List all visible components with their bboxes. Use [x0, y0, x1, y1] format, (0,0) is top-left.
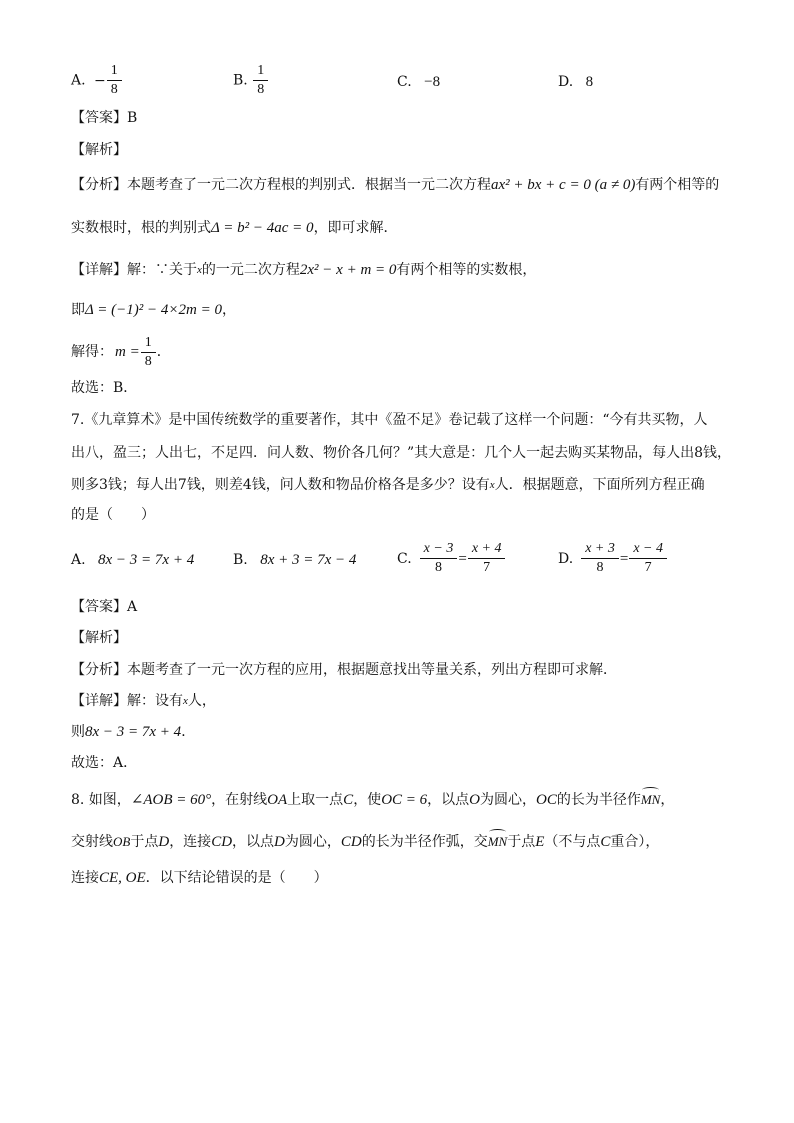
q6-step1	[71, 300, 236, 320]
text: 解得：	[71, 344, 113, 360]
segment-label: OC	[536, 792, 557, 808]
text: 8. 如图，	[71, 792, 131, 808]
ray-label: OA	[267, 792, 288, 808]
option-label: A.	[71, 72, 86, 89]
q8-line3	[71, 868, 328, 888]
q7-answer: 【答案】A	[71, 599, 138, 615]
text: 为圆心，	[284, 834, 341, 850]
option-label: C.	[397, 550, 412, 567]
numerator: x − 4	[633, 541, 663, 556]
text: 的长为半径作	[556, 792, 641, 808]
denominator: 8	[141, 352, 156, 371]
text: 连接	[71, 870, 99, 886]
q6-fenxi-line2	[71, 218, 398, 238]
fraction	[470, 540, 504, 577]
q6-option-c	[397, 72, 440, 92]
text: 则多3钱；每人出7钱，则差4钱，问人数和物品价格各是多少？设有	[71, 477, 490, 493]
fraction	[255, 62, 266, 99]
text: 为圆心，	[480, 792, 536, 808]
text: ，使	[353, 792, 382, 808]
q7-option-d: D. $\frac{x + 3}{8}$ = $\frac{x - 4}{7}$	[558, 540, 668, 577]
text: 人，	[187, 693, 216, 709]
text: 上取一点	[287, 792, 344, 808]
variable: x	[197, 264, 202, 276]
text: ，在射线	[211, 792, 268, 808]
option-label: D.	[558, 74, 574, 90]
q7-line4: 的是（ ）	[71, 507, 155, 523]
variable: x	[183, 695, 188, 707]
equation: 2x² − x + m = 0	[299, 262, 397, 278]
angle-expression: ∠AOB = 60°	[130, 792, 212, 808]
text: 的一元二次方程	[201, 262, 300, 278]
q6-xiangjie-line	[71, 260, 536, 280]
equation: m =	[115, 344, 140, 360]
fraction	[109, 62, 120, 99]
text: ，以点	[232, 834, 275, 850]
q6-step2	[71, 332, 171, 372]
fraction	[143, 334, 154, 371]
text: 实数根时，根的判别式	[71, 220, 211, 236]
option-label: D.	[558, 550, 574, 567]
text: 即	[71, 302, 85, 318]
text: （不与点	[544, 834, 601, 850]
text: ，以点	[427, 792, 470, 808]
point-label: D	[158, 834, 170, 850]
segment-label: CD	[340, 834, 362, 850]
q7-step	[71, 722, 195, 742]
section-tag: 【分析】	[71, 177, 127, 193]
numerator: 1	[257, 63, 265, 78]
denominator: 7	[468, 558, 506, 577]
q7-analysis-title: 【解析】	[71, 630, 127, 646]
denominator: 8	[420, 558, 458, 577]
option-label: B.	[233, 552, 248, 568]
section-tag: 【详解】	[71, 693, 127, 709]
option-label: C.	[397, 74, 412, 90]
denominator: 8	[107, 80, 122, 99]
point-label: O	[469, 792, 480, 808]
option-label: A.	[71, 552, 86, 568]
denominator: 7	[629, 558, 667, 577]
section-tag: 【分析】	[71, 662, 127, 678]
ray-label: OB	[113, 834, 131, 849]
option-label: B.	[233, 72, 248, 89]
fraction	[583, 540, 617, 577]
arc-label: MN	[488, 832, 508, 852]
text: 则	[71, 724, 85, 740]
minus-sign: −	[94, 72, 106, 89]
q6-analysis-title: 【解析】	[71, 142, 127, 158]
q6-option-a	[71, 62, 123, 99]
q7-line3	[71, 475, 705, 495]
numerator: 1	[144, 334, 152, 350]
q7-line1: 7.《九章算术》是中国传统数学的重要著作，其中《盈不足》卷记载了这样一个问题：“今有共买物，人	[71, 412, 708, 428]
text: 于点	[130, 834, 159, 850]
segment-labels: CE, OE	[99, 870, 146, 886]
q7-line2: 出八，盈三；人出七，不足四．问人数、物价各几何？”其大意是：几个人一起去购买某物品，每人出8钱，	[71, 445, 732, 461]
q7-fenxi	[71, 660, 617, 680]
point-label: E	[535, 834, 545, 850]
denominator: 8	[581, 558, 619, 577]
text: ．	[181, 724, 196, 740]
text: ，	[660, 792, 675, 808]
text: 交射线	[71, 834, 113, 850]
text: ，	[221, 302, 236, 318]
equation: ax² + bx + c = 0 (a ≠ 0)	[491, 177, 636, 193]
fraction	[422, 540, 456, 577]
q6-conclusion: 故选：B．	[71, 380, 138, 396]
point-label: C	[343, 792, 354, 808]
text: 的长为半径作弧，交	[361, 834, 488, 850]
option-equation: 8x + 3 = 7x − 4	[260, 552, 357, 568]
q6-fenxi-line1	[71, 175, 719, 195]
q7-option-b	[233, 550, 356, 570]
text: 解：∵关于	[127, 262, 197, 278]
q7-option-c: C. $\frac{x - 3}{8}$ = $\frac{x + 4}{7}$	[397, 540, 506, 577]
variable: x	[489, 479, 495, 491]
q6-answer: 【答案】B	[71, 110, 138, 126]
denominator: 8	[253, 80, 268, 99]
text: 有两个相等的	[635, 177, 720, 193]
equation: Δ = b² − 4ac = 0	[211, 220, 314, 236]
equation: Δ = (−1)² − 4×2m = 0	[85, 302, 222, 318]
text: ，即可求解．	[313, 220, 398, 236]
point-label: C	[600, 834, 611, 850]
text: 重合），	[610, 834, 660, 850]
q6-option-d	[558, 72, 593, 92]
q7-xiangjie	[71, 691, 216, 711]
option-value: −8	[424, 74, 441, 90]
fraction	[631, 540, 665, 577]
text: 本题考查了一元二次方程根的判别式．根据当一元二次方程	[127, 177, 491, 193]
text: 人．根据题意，下面所列方程正确	[494, 477, 705, 493]
text: ．	[156, 344, 171, 360]
q8-line1	[71, 790, 674, 810]
numerator: x + 4	[471, 541, 502, 556]
text: ，连接	[169, 834, 212, 850]
numerator: x − 3	[423, 541, 454, 556]
q7-option-a	[71, 550, 194, 570]
text: 本题考查了一元一次方程的应用，根据题意找出等量关系，列出方程即可求解．	[127, 662, 617, 678]
option-value: 8	[585, 74, 594, 90]
q8-line2	[71, 832, 659, 852]
segment-label: CD	[211, 834, 233, 850]
numerator: 1	[110, 63, 118, 78]
point-label: D	[274, 834, 285, 850]
text: ．以下结论错误的是（ ）	[145, 870, 328, 886]
option-equation: 8x − 3 = 7x + 4	[98, 552, 195, 568]
q7-conclusion: 故选：A．	[71, 755, 138, 771]
q6-option-b	[233, 62, 269, 99]
numerator: x + 3	[585, 541, 615, 556]
arc-label: MN	[641, 790, 661, 810]
text: 解：设有	[127, 693, 183, 709]
text: 于点	[507, 834, 536, 850]
equation: OC = 6	[381, 792, 428, 808]
text: 有两个相等的实数根，	[396, 262, 537, 278]
section-tag: 【详解】	[71, 262, 127, 278]
equation: 8x − 3 = 7x + 4	[85, 724, 182, 740]
